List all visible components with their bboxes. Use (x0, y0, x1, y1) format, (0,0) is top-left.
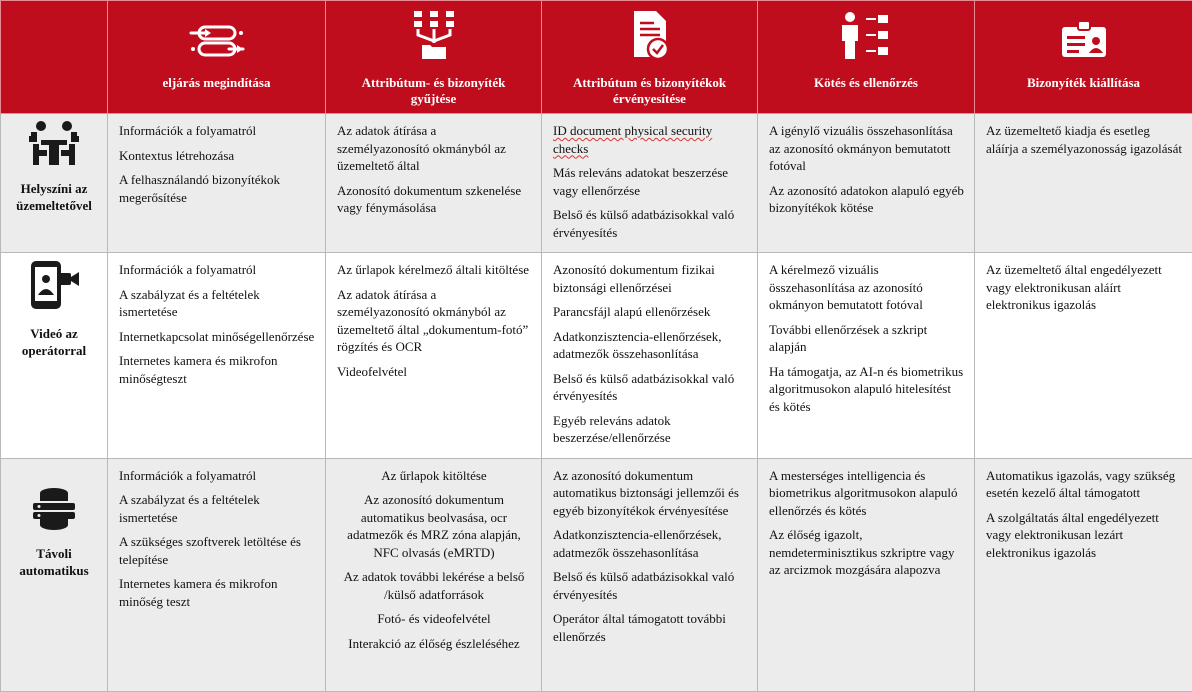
cell-video-initiation (108, 253, 326, 459)
cell-item: A szükséges szoftverek letöltése és telepítése (119, 533, 315, 568)
cell-item: Fotó- és videofelvétel (337, 610, 531, 628)
cell-item: Információk a folyamatról (119, 261, 315, 279)
cell-onsite-validation (542, 114, 758, 253)
cell-video-gathering (326, 253, 542, 459)
header-col-initiation (108, 1, 326, 114)
cell-remote-gathering (326, 458, 542, 691)
cell-item: Belső és külső adatbázisokkal való érvényesítés (553, 370, 747, 405)
cell-item: Operátor által támogatott további ellenőrzés (553, 610, 747, 645)
cell-video-binding (758, 253, 975, 459)
cell-item: A szabályzat és a feltételek ismertetése (119, 491, 315, 526)
cell-item: Az üzemeltető által engedélyezett vagy elektronikusan aláírt elektronikus igazolás (986, 261, 1182, 314)
cell-item: Azonosító dokumentum fizikai biztonsági ellenőrzései (553, 261, 747, 296)
header-label: Attribútum- és bizonyíték gyűjtése (326, 75, 541, 107)
cell-item: Internetes kamera és mikrofon minőségteszt (119, 352, 315, 387)
row-header (1, 114, 108, 253)
cell-item: A igénylő vizuális összehasonlítása az azonosító okmányon bemutatott fotóval (769, 122, 964, 175)
cell-item: Az azonosító adatokon alapuló egyéb bizonyítékok kötése (769, 182, 964, 217)
cell-item: Az élőség igazolt, nemdeterminisztikus szkriptre vagy az arcizmok mozgására alapozva (769, 526, 964, 579)
cell-item: Egyéb releváns adatok beszerzése/ellenőrzése (553, 412, 747, 447)
row-header (1, 253, 108, 459)
cell-remote-validation (542, 458, 758, 691)
header-col-gathering (326, 1, 542, 114)
cell-item: Azonosító dokumentum szkenelése vagy fénymásolása (337, 182, 531, 217)
cell-item: Belső és külső adatbázisokkal való érvényesítés (553, 568, 747, 603)
cell-item: Adatkonzisztencia-ellenőrzések, adatmezők összehasonlítása (553, 526, 747, 561)
cell-item: A szolgáltatás által engedélyezett vagy elektronikusan lezárt elektronikus igazolás (986, 509, 1182, 562)
cell-item: Az azonosító dokumentum automatikus beolvasása, ocr adatmezők és MRZ zóna alapján, NFC olvasás (eMRTD) (337, 491, 531, 561)
cell-onsite-gathering (326, 114, 542, 253)
header-corner (1, 1, 108, 114)
cell-remote-issuance (975, 458, 1192, 691)
flow-arrows-icon (189, 21, 245, 61)
cell-item: Információk a folyamatról (119, 122, 315, 140)
cell-video-validation (542, 253, 758, 459)
document-check-icon (628, 9, 672, 61)
cell-item: Adatkonzisztencia-ellenőrzések, adatmezők összehasonlítása (553, 328, 747, 363)
row-onsite (1, 114, 1192, 253)
cell-item: Kontextus létrehozása (119, 147, 315, 165)
header-col-validation (542, 1, 758, 114)
cell-remote-initiation (108, 458, 326, 691)
gather-folder-icon (410, 9, 458, 61)
id-badge-icon (1059, 19, 1109, 61)
row-header (1, 458, 108, 691)
cell-item: Internetes kamera és mikrofon minőség teszt (119, 575, 315, 610)
cell-item: Az űrlapok kitöltése (337, 467, 531, 485)
cell-item: Az azonosító dokumentum automatikus biztonsági jellemzői és egyéb bizonyítékok érvényesítése (553, 467, 747, 520)
cell-item: A kérelmező vizuális összehasonlítása az azonosító okmányon bemutatott fotóval (769, 261, 964, 314)
row-remote (1, 458, 1192, 691)
header-col-binding (758, 1, 975, 114)
cell-item: ID document physical security checks (553, 122, 747, 157)
cell-item: A szabályzat és a feltételek ismertetése (119, 286, 315, 321)
cell-onsite-issuance (975, 114, 1192, 253)
row-label: Távoli automatikus (1, 545, 107, 579)
cell-remote-binding (758, 458, 975, 691)
meeting-people-icon (27, 120, 81, 166)
cell-item: A mesterséges intelligencia és biometrikus algoritmusokon alapuló ellenőrzés és kötés (769, 467, 964, 520)
cell-item: Az üzemeltető kiadja és esetleg aláírja a személyazonosság igazolását (986, 122, 1182, 157)
cell-item: Belső és külső adatbázisokkal való érvényesítés (553, 206, 747, 241)
cell-item: Az adatok átírása a személyazonosító okmányból az üzemeltető által (337, 122, 531, 175)
phone-video-icon (27, 259, 81, 311)
row-label: Helyszíni az üzemeltetővel (1, 180, 107, 214)
cell-item: Videofelvétel (337, 363, 531, 381)
cell-item: Más releváns adatokat beszerzése vagy ellenőrzése (553, 164, 747, 199)
cell-item: A felhasználandó bizonyítékok megerősítése (119, 171, 315, 206)
cell-item: Információk a folyamatról (119, 467, 315, 485)
cell-item: Az adatok átírása a személyazonosító okmányból az üzemeltető által „dokumentum-fotó” rögzítés és OCR (337, 286, 531, 356)
cell-item: További ellenőrzések a szkript alapján (769, 321, 964, 356)
row-video (1, 253, 1192, 459)
cell-video-issuance (975, 253, 1192, 459)
cell-onsite-initiation (108, 114, 326, 253)
cell-onsite-binding (758, 114, 975, 253)
cell-item: Az űrlapok kérelmező általi kitöltése (337, 261, 531, 279)
cell-item: Interakció az élőség észleléséhez (337, 635, 531, 653)
cell-item: Parancsfájl alapú ellenőrzések (553, 303, 747, 321)
server-database-icon (29, 487, 79, 531)
person-checklist-icon (838, 11, 894, 61)
header-label: Kötés és ellenőrzés (802, 75, 930, 91)
header-col-issuance (975, 1, 1192, 114)
row-label: Videó az operátorral (1, 325, 107, 359)
cell-item: Ha támogatja, az AI-n és biometrikus algoritmusokon alapuló hitelesítést és kötés (769, 363, 964, 416)
header-label: eljárás megindítása (151, 75, 283, 91)
header-label: Bizonyíték kiállítása (1015, 75, 1152, 91)
header-row (1, 1, 1192, 114)
cell-item: Az adatok további lekérése a belső /külső adatforrások (337, 568, 531, 603)
cell-item: Automatikus igazolás, vagy szükség esetén kezelő által támogatott (986, 467, 1182, 502)
cell-item: Internetkapcsolat minőségellenőrzése (119, 328, 315, 346)
header-label: Attribútum és bizonyítékok érvényesítése (542, 75, 757, 107)
